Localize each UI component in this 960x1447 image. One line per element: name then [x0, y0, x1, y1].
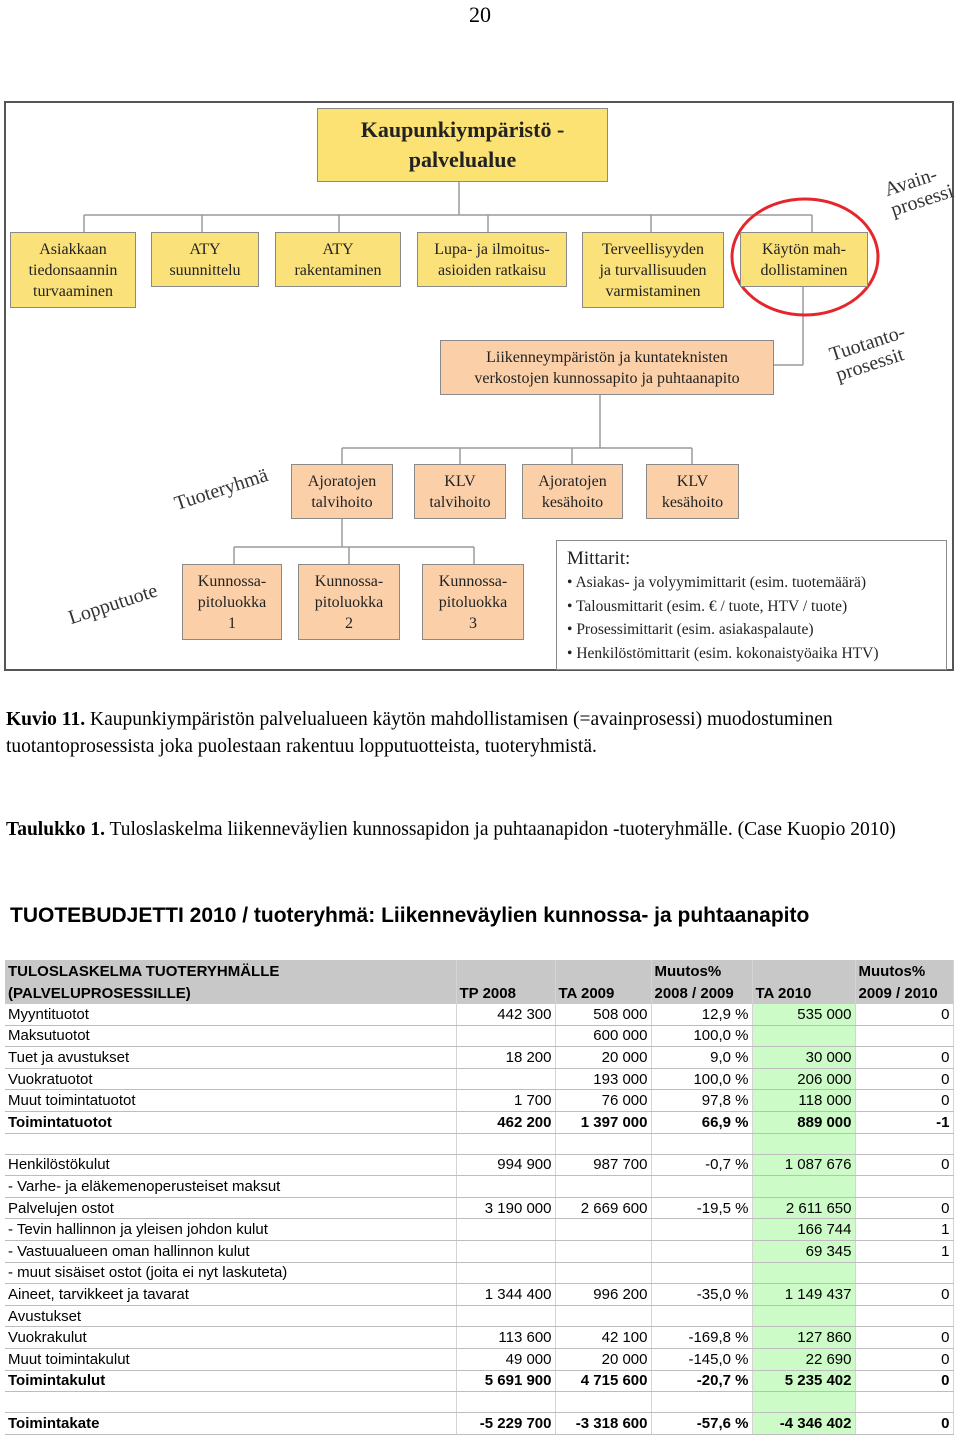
- table-row: [5, 1240, 953, 1262]
- header-cell: 2008 / 2009: [651, 982, 752, 1004]
- value-cell: [752, 1262, 855, 1284]
- metrics-box: [556, 540, 947, 670]
- row-label-cell: Muut toimintatuotot: [5, 1090, 456, 1112]
- metrics-title: Mittarit:: [567, 548, 631, 569]
- value-cell: [555, 1219, 651, 1241]
- table-caption-text: Tuloslaskelma liikenneväylien kunnossapidon ja puhtaanapidon -tuoteryhmälle. (Case Kuopio 2010): [105, 819, 896, 840]
- value-cell: -5 229 700: [456, 1413, 555, 1435]
- figure-caption-label: Kuvio 11.: [6, 709, 86, 730]
- value-cell: [456, 1305, 555, 1327]
- value-cell: 9,0 %: [651, 1047, 752, 1069]
- value-cell: [651, 1176, 752, 1198]
- value-cell: 206 000: [752, 1068, 855, 1090]
- value-cell: [651, 1262, 752, 1284]
- value-cell: [752, 1305, 855, 1327]
- metrics-item: • Asiakas- ja volyymimittarit (esim. tuotemäärä): [567, 574, 866, 591]
- row-label-cell: Palvelujen ostot: [5, 1197, 456, 1219]
- value-cell: 66,9 %: [651, 1111, 752, 1133]
- value-cell: [855, 1176, 953, 1198]
- end-product-label: Lopputuote: [65, 579, 161, 629]
- row-label-cell: Toimintakulut: [5, 1370, 456, 1392]
- metrics-item: • Prosessimittarit (esim. asiakaspalaute): [567, 621, 814, 638]
- value-cell: 0: [855, 1068, 953, 1090]
- row-label-cell: Toimintatuotot: [5, 1111, 456, 1133]
- value-cell: 49 000: [456, 1348, 555, 1370]
- table-row: [5, 1090, 953, 1112]
- value-cell: [651, 1133, 752, 1154]
- value-cell: 12,9 %: [651, 1004, 752, 1025]
- row-label-cell: Henkilöstökulut: [5, 1154, 456, 1176]
- header-cell: [555, 960, 651, 982]
- box-lupa-ilmoitus: Lupa- ja ilmoitus- asioiden ratkaisu: [417, 232, 567, 287]
- value-cell: [555, 1392, 651, 1413]
- table-row: [5, 1327, 953, 1349]
- value-cell: [456, 1240, 555, 1262]
- table-row: [5, 1219, 953, 1241]
- value-cell: [752, 1025, 855, 1047]
- value-cell: 166 744: [752, 1219, 855, 1241]
- value-cell: 0: [855, 1004, 953, 1025]
- row-label-cell: - Varhe- ja eläkemenoperusteiset maksut: [5, 1176, 456, 1198]
- value-cell: 5 235 402: [752, 1370, 855, 1392]
- table-row: [5, 1154, 953, 1176]
- page-number: 20: [469, 2, 491, 27]
- value-cell: [555, 1262, 651, 1284]
- metrics-item: • Henkilöstömittarit (esim. kokonaistyöaika HTV): [567, 644, 879, 662]
- value-cell: 193 000: [555, 1068, 651, 1090]
- box-aty-rakentaminen: ATY rakentaminen: [275, 232, 401, 287]
- header-cell: Muutos%: [651, 960, 752, 982]
- value-cell: 69 345: [752, 1240, 855, 1262]
- value-cell: 100,0 %: [651, 1068, 752, 1090]
- table-caption: [6, 816, 954, 843]
- value-cell: 2 611 650: [752, 1197, 855, 1219]
- value-cell: [456, 1219, 555, 1241]
- box-asiakkaan-tiedonsaanti: Asiakkaan tiedonsaannin turvaaminen: [10, 232, 136, 308]
- value-cell: 600 000: [555, 1025, 651, 1047]
- value-cell: -4 346 402: [752, 1413, 855, 1435]
- value-cell: -19,5 %: [651, 1197, 752, 1219]
- header-cell: [752, 960, 855, 982]
- value-cell: [456, 1176, 555, 1198]
- table-header-row-1: [5, 960, 953, 982]
- table-row: [5, 1392, 953, 1413]
- value-cell: [555, 1305, 651, 1327]
- value-cell: 994 900: [456, 1154, 555, 1176]
- value-cell: [855, 1262, 953, 1284]
- value-cell: 1 087 676: [752, 1154, 855, 1176]
- value-cell: [855, 1133, 953, 1154]
- table-row: [5, 1370, 953, 1392]
- value-cell: -3 318 600: [555, 1413, 651, 1435]
- key-process-label: Avain- prosessi: [881, 163, 957, 221]
- budget-title: TUOTEBUDJETTI 2010 / tuoteryhmä: Liikenneväylien kunnossa- ja puhtaanapito: [10, 904, 810, 927]
- value-cell: [456, 1262, 555, 1284]
- figure-caption: [6, 706, 954, 760]
- row-label-cell: [5, 1392, 456, 1413]
- value-cell: 127 860: [752, 1327, 855, 1349]
- value-cell: [555, 1176, 651, 1198]
- value-cell: 42 100: [555, 1327, 651, 1349]
- value-cell: 1 149 437: [752, 1284, 855, 1306]
- row-label-cell: Myyntituotot: [5, 1004, 456, 1025]
- value-cell: 0: [855, 1327, 953, 1349]
- value-cell: 1 344 400: [456, 1284, 555, 1306]
- value-cell: 1 700: [456, 1090, 555, 1112]
- value-cell: [456, 1025, 555, 1047]
- value-cell: 100,0 %: [651, 1025, 752, 1047]
- row-label-cell: Maksutuotot: [5, 1025, 456, 1047]
- value-cell: 0: [855, 1154, 953, 1176]
- value-cell: [855, 1025, 953, 1047]
- production-process-label: Tuotanto- prosessit: [826, 320, 908, 386]
- value-cell: 3 190 000: [456, 1197, 555, 1219]
- header-cell: (PALVELUPROSESSILLE): [5, 982, 456, 1004]
- value-cell: 0: [855, 1284, 953, 1306]
- value-cell: -57,6 %: [651, 1413, 752, 1435]
- value-cell: 442 300: [456, 1004, 555, 1025]
- value-cell: [752, 1133, 855, 1154]
- value-cell: 18 200: [456, 1047, 555, 1069]
- header-cell: Muutos%: [855, 960, 953, 982]
- value-cell: 22 690: [752, 1348, 855, 1370]
- table-row: [5, 1025, 953, 1047]
- figure-caption-text: Kaupunkiympäristön palvelualueen käytön mahdollistamisen (=avainprosessi) muodostuminen tuotantoprosessista joka puolestaan rakentuu lopputuotteista, tuoteryhmistä.: [6, 709, 833, 757]
- table-row: [5, 1068, 953, 1090]
- table-row: [5, 1004, 953, 1025]
- value-cell: [855, 1392, 953, 1413]
- value-cell: [456, 1133, 555, 1154]
- table-row: [5, 1305, 953, 1327]
- box-aty-suunnittelu: ATY suunnittelu: [151, 232, 259, 287]
- value-cell: 0: [855, 1348, 953, 1370]
- value-cell: [752, 1392, 855, 1413]
- value-cell: [456, 1068, 555, 1090]
- value-cell: -1: [855, 1111, 953, 1133]
- root-box: Kaupunkiympäristö - palvelualue: [317, 108, 608, 182]
- box-kunnossapitoluokka-2: Kunnossa- pitoluokka 2: [298, 564, 400, 640]
- value-cell: 1 397 000: [555, 1111, 651, 1133]
- table-row: [5, 1413, 953, 1435]
- row-label-cell: Vuokrakulut: [5, 1327, 456, 1349]
- value-cell: 20 000: [555, 1047, 651, 1069]
- value-cell: 535 000: [752, 1004, 855, 1025]
- value-cell: 118 000: [752, 1090, 855, 1112]
- value-cell: 20 000: [555, 1348, 651, 1370]
- row-label-cell: - muut sisäiset ostot (joita ei nyt laskuteta): [5, 1262, 456, 1284]
- value-cell: 76 000: [555, 1090, 651, 1112]
- value-cell: [555, 1133, 651, 1154]
- table-row: [5, 1284, 953, 1306]
- value-cell: -145,0 %: [651, 1348, 752, 1370]
- table-row: [5, 1111, 953, 1133]
- value-cell: 30 000: [752, 1047, 855, 1069]
- value-cell: [456, 1392, 555, 1413]
- table-header-row-2: [5, 982, 953, 1004]
- value-cell: 113 600: [456, 1327, 555, 1349]
- value-cell: -169,8 %: [651, 1327, 752, 1349]
- value-cell: -35,0 %: [651, 1284, 752, 1306]
- value-cell: 889 000: [752, 1111, 855, 1133]
- value-cell: 2 669 600: [555, 1197, 651, 1219]
- value-cell: 462 200: [456, 1111, 555, 1133]
- box-kunnossapitoluokka-1: Kunnossa- pitoluokka 1: [182, 564, 282, 640]
- table-row: [5, 1262, 953, 1284]
- table-row: [5, 1133, 953, 1154]
- header-cell: TA 2010: [752, 982, 855, 1004]
- row-label-cell: Aineet, tarvikkeet ja tavarat: [5, 1284, 456, 1306]
- table-caption-label: Taulukko 1.: [6, 819, 106, 840]
- row-label-cell: - Vastuualueen oman hallinnon kulut: [5, 1240, 456, 1262]
- row-label-cell: Muut toimintakulut: [5, 1348, 456, 1370]
- header-cell: TA 2009: [555, 982, 651, 1004]
- box-ajoratojen-talvihoito: Ajoratojen talvihoito: [291, 464, 393, 519]
- table-row: [5, 1047, 953, 1069]
- value-cell: [651, 1219, 752, 1241]
- header-cell: TP 2008: [456, 982, 555, 1004]
- org-chart-figure: [4, 101, 957, 671]
- value-cell: 0: [855, 1197, 953, 1219]
- box-ajoratojen-kesahoito: Ajoratojen kesähoito: [522, 464, 623, 519]
- value-cell: 0: [855, 1413, 953, 1435]
- header-cell: 2009 / 2010: [855, 982, 953, 1004]
- value-cell: 1: [855, 1219, 953, 1241]
- row-label-cell: Vuokratuotot: [5, 1068, 456, 1090]
- box-kunnossapitoluokka-3: Kunnossa- pitoluokka 3: [422, 564, 524, 640]
- value-cell: 97,8 %: [651, 1090, 752, 1112]
- value-cell: -0,7 %: [651, 1154, 752, 1176]
- row-label-cell: Toimintakate: [5, 1413, 456, 1435]
- row-label-cell: [5, 1133, 456, 1154]
- value-cell: [555, 1240, 651, 1262]
- value-cell: 987 700: [555, 1154, 651, 1176]
- table-row: [5, 1176, 953, 1198]
- box-klv-talvihoito: KLV talvihoito: [414, 464, 506, 519]
- value-cell: [752, 1176, 855, 1198]
- value-cell: [651, 1392, 752, 1413]
- value-cell: 0: [855, 1090, 953, 1112]
- row-label-cell: - Tevin hallinnon ja yleisen johdon kulut: [5, 1219, 456, 1241]
- row-label-cell: Tuet ja avustukset: [5, 1047, 456, 1069]
- budget-spreadsheet: [5, 898, 955, 1444]
- production-process-box: Liikenneympäristön ja kuntateknisten verkostojen kunnossapito ja puhtaanapito: [440, 340, 774, 395]
- value-cell: [651, 1240, 752, 1262]
- value-cell: 4 715 600: [555, 1370, 651, 1392]
- value-cell: 0: [855, 1047, 953, 1069]
- value-cell: 5 691 900: [456, 1370, 555, 1392]
- value-cell: -20,7 %: [651, 1370, 752, 1392]
- value-cell: [651, 1305, 752, 1327]
- income-statement-table: [5, 960, 954, 1435]
- value-cell: [855, 1305, 953, 1327]
- box-klv-kesahoito: KLV kesähoito: [646, 464, 739, 519]
- table-row: [5, 1348, 953, 1370]
- product-group-label: Tuoteryhmä: [171, 464, 271, 515]
- value-cell: 1: [855, 1240, 953, 1262]
- box-kayton-mahdollistaminen: Käytön mah- dollistaminen: [740, 232, 868, 287]
- value-cell: 996 200: [555, 1284, 651, 1306]
- header-cell: TULOSLASKELMA TUOTERYHMÄLLE: [5, 960, 456, 982]
- metrics-item: • Talousmittarit (esim. € / tuote, HTV / tuote): [567, 597, 848, 615]
- value-cell: 508 000: [555, 1004, 651, 1025]
- row-label-cell: Avustukset: [5, 1305, 456, 1327]
- box-terveellisyys: Terveellisyyden ja turvallisuuden varmistaminen: [582, 232, 724, 308]
- header-cell: [456, 960, 555, 982]
- table-row: [5, 1197, 953, 1219]
- value-cell: 0: [855, 1370, 953, 1392]
